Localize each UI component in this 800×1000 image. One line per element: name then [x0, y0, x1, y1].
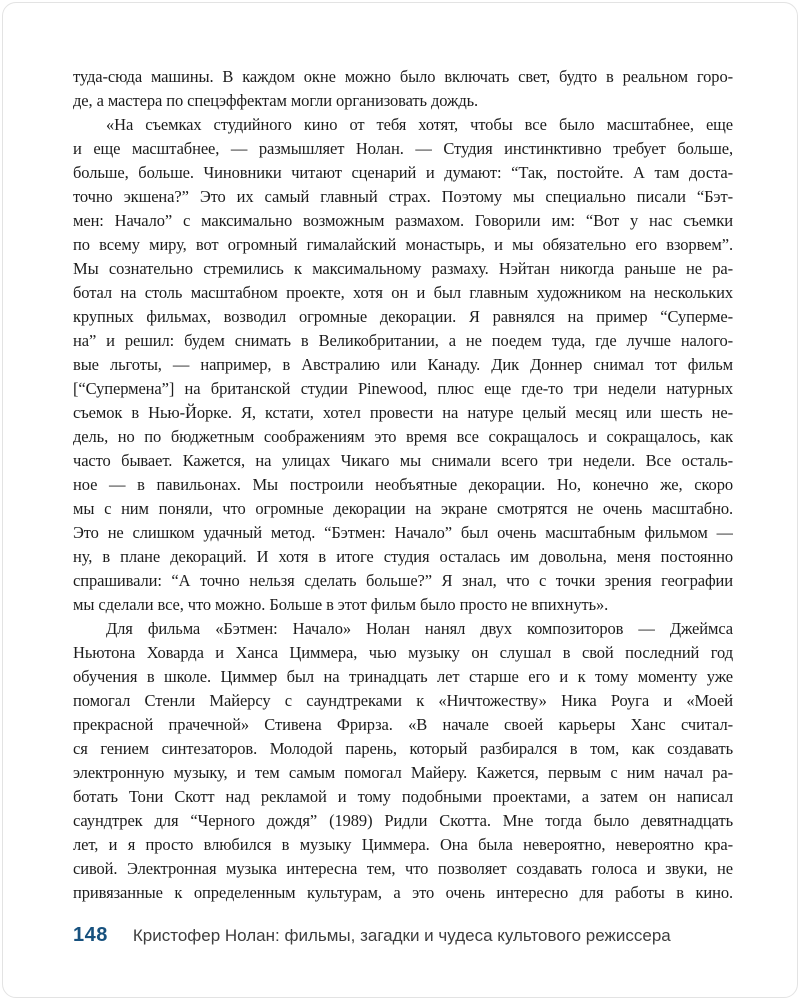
text-line: сивой. Электронная музыка интересна тем, что позволяет создавать голоса и звуки, не	[73, 859, 733, 878]
paragraph	[73, 65, 733, 113]
text-line: точно экшена?” Это их самый главный страх. Поэтому мы специально писали “Бэт-	[73, 187, 733, 206]
text-line: вые льготы, — например, в Австралию или Канаду. Дик Доннер снимал тот фильм	[73, 355, 733, 374]
text-line: электронную музыку, и тем самым помогал Майеру. Кажется, первым с ним начал ра-	[73, 763, 733, 782]
text-line: Это не слишком удачный метод. “Бэтмен: Начало” был очень масштабным фильмом —	[73, 523, 733, 542]
body-text	[73, 65, 733, 905]
running-footer-title: Кристофер Нолан: фильмы, загадки и чудеса культового режиссера	[132, 926, 671, 945]
text-line: «На съемках студийного кино от тебя хотят, чтобы все было масштабнее, еще	[106, 115, 733, 134]
text-line: съемок в Нью-Йорке. Я, кстати, хотел провести на натуре целый месяц или шесть не-	[73, 403, 733, 422]
text-line: де, а мастера по спецэффектам могли организовать дождь.	[73, 91, 479, 110]
text-line: лет, и я просто влюбился в музыку Циммера. Она была невероятно, невероятно кра-	[73, 835, 733, 854]
text-line: часто бывает. Кажется, на улицах Чикаго мы снимали всего три недели. Все осталь-	[73, 451, 733, 470]
text-line: прекрасной прачечной» Стивена Фрирза. «В начале своей карьеры Ханс считал-	[73, 715, 733, 734]
paragraph	[73, 617, 733, 905]
text-line: по всему миру, вот огромный гималайский монастырь, и мы обязательно его взорвем”.	[73, 235, 733, 254]
page-number: 148	[73, 924, 108, 946]
text-line: спрашивали: “А точно нельзя сделать больше?” Я знал, что с точки зрения географии	[73, 571, 733, 590]
text-line: Мы сознательно стремились к максимальному размаху. Нэйтан никогда раньше не ра-	[73, 259, 733, 278]
text-line: ное — в павильонах. Мы построили необъятные декорации. Но, конечно же, скоро	[73, 475, 733, 494]
text-line: на” и решил: будем снимать в Великобритании, а не поедем туда, где лучше налого-	[73, 331, 733, 350]
text-line: мы с ним поняли, что огромные декорации на экране смотрятся не очень масштабно.	[73, 499, 733, 518]
text-line: привязанные к определенным культурам, а это очень интересно для работы в кино.	[73, 883, 733, 902]
text-line: мен: Начало” с максимально возможным размахом. Говорили им: “Вот у нас съемки	[73, 211, 733, 230]
paragraph	[73, 113, 733, 617]
text-line: саундтрек для “Черного дождя” (1989) Ридли Скотта. Мне тогда было девятнадцать	[73, 811, 733, 830]
text-line: мы сделали все, что можно. Больше в этот фильм было просто не впихнуть».	[73, 595, 609, 614]
text-line: Для фильма «Бэтмен: Начало» Нолан нанял двух композиторов — Джеймса	[106, 619, 733, 638]
page-footer	[73, 924, 733, 947]
text-line: ну, в плане декораций. И хотя в итоге студия осталась им довольна, меня постоянно	[73, 547, 733, 566]
text-line: и еще масштабнее, — размышляет Нолан. — Студия инстинктивно требует больше,	[73, 139, 733, 158]
text-line: крупных фильмах, возводил огромные декорации. Я равнялся на пример “Суперме-	[73, 307, 733, 326]
text-line: ся гением синтезаторов. Молодой парень, который разбирался в том, как создавать	[73, 739, 733, 758]
text-line: ботал на столь масштабном проекте, хотя он и был главным художником на нескольких	[73, 283, 733, 302]
text-line: больше, больше. Чиновники читают сценарий и думают: “Так, постойте. А там доста-	[73, 163, 733, 182]
text-line: помогал Стенли Майерсу с саундтреками к «Ничтожеству» Ника Роуга и «Моей	[73, 691, 733, 710]
text-line: дель, но по бюджетным соображениям это время все сокращалось и сокращалось, как	[73, 427, 733, 446]
text-line: туда-сюда машины. В каждом окне можно было включать свет, будто в реальном горо-	[73, 67, 733, 86]
text-line: [“Супермена”] на британской студии Pinewood, плюс еще где-то три недели натурных	[73, 379, 733, 398]
text-line: Ньютона Ховарда и Ханса Циммера, чью музыку он слушал в свой последний год	[73, 643, 733, 662]
text-line: обучения в школе. Циммер был на тринадцать лет старше его и к тому моменту уже	[73, 667, 733, 686]
book-page	[2, 2, 798, 998]
text-line: ботать Тони Скотт над рекламой и тому подобными проектами, а затем он написал	[73, 787, 733, 806]
